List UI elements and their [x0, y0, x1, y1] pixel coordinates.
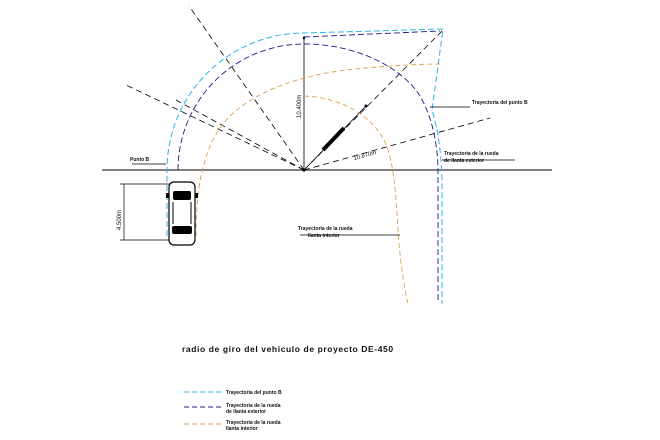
legend-label-llanta-interior-1: Trayectoria de la rueda	[226, 420, 281, 426]
llanta-exterior-label-2: de llanta exterior	[444, 158, 485, 164]
radial-line-lower-left	[176, 100, 304, 170]
path-llanta-exterior-top	[304, 31, 440, 37]
drawing-title: radio de giro del vehiculo de proyecto DE-450	[182, 344, 394, 354]
radial-line-left	[124, 84, 304, 170]
llanta-interior-label-2: llanta interior	[308, 233, 340, 239]
radius-outer-label: 10.400m	[297, 94, 303, 118]
path-punto-b	[167, 29, 443, 304]
punto-b-label: Punto B	[130, 157, 150, 163]
path-llanta-exterior	[178, 44, 438, 300]
diagonal-radius-end-tick	[365, 105, 368, 108]
legend	[184, 390, 282, 432]
legend-label-punto-b: Trayectoria del punto B	[226, 390, 282, 396]
vehicle-top-view	[166, 182, 198, 245]
llanta-exterior-label-1: Trayectoria de la rueda	[444, 151, 499, 157]
radial-line-upper-left	[189, 6, 304, 170]
radius-path-label: 10.870m	[352, 150, 378, 162]
llanta-interior-label-1: Trayectoria de la rueda	[298, 226, 353, 232]
diagonal-radius-thick-bar	[323, 128, 344, 150]
path-llanta-interior-right	[304, 96, 408, 304]
turning-center-point	[302, 168, 305, 171]
legend-label-llanta-exterior-1: Trayectoria de la rueda	[226, 403, 281, 409]
vehicle-width-dimension	[120, 184, 172, 240]
path-llanta-interior	[196, 64, 442, 236]
trayectoria-punto-b-label: Trayectoria del punto B	[472, 100, 528, 106]
legend-label-llanta-exterior-2: de llanta exterior	[226, 409, 267, 415]
vehicle-width-label: 4.500m	[117, 209, 123, 230]
legend-label-llanta-interior-2: llanta interior	[226, 426, 258, 432]
